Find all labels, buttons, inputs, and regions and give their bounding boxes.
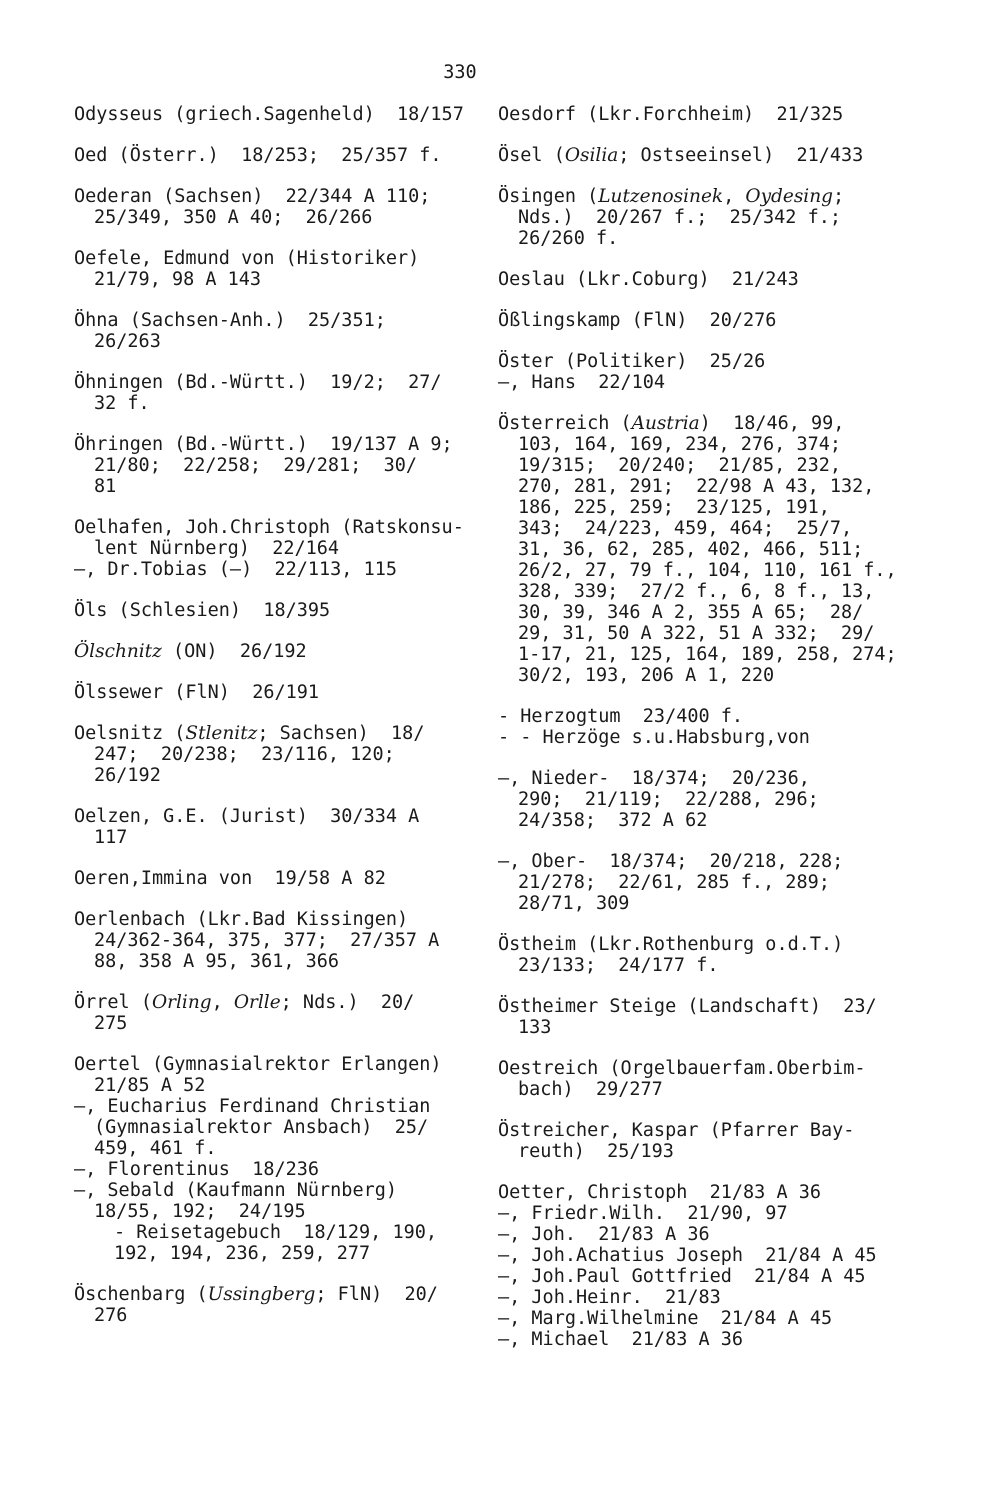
index-line: 21/80; 22/258; 29/281; 30/ bbox=[94, 455, 418, 476]
index-line: 133 bbox=[518, 1017, 552, 1038]
index-line: 24/362-364, 375, 377; 27/357 A bbox=[94, 930, 440, 951]
index-entry bbox=[74, 682, 494, 703]
index-entry bbox=[74, 145, 494, 166]
index-entry bbox=[498, 145, 878, 166]
entry-gap bbox=[74, 662, 494, 682]
index-line: —, Nieder- 18/374; 20/236, bbox=[498, 768, 810, 789]
index-entry bbox=[498, 996, 878, 1038]
entry-gap bbox=[74, 621, 494, 641]
entry-gap bbox=[74, 290, 494, 310]
index-line: 117 bbox=[94, 827, 128, 848]
index-line: - Reisetagebuch 18/129, 190, bbox=[114, 1222, 438, 1243]
page-number: 330 bbox=[443, 62, 477, 83]
index-line: Östheim (Lkr.Rothenburg o.d.T.) bbox=[498, 934, 844, 955]
index-entry bbox=[74, 868, 494, 889]
entry-gap bbox=[74, 889, 494, 909]
entry-gap bbox=[74, 972, 494, 992]
index-line: —, Joh. 21/83 A 36 bbox=[498, 1224, 710, 1245]
index-line: 30, 39, 346 A 2, 355 A 65; 28/ bbox=[518, 602, 864, 623]
index-line: Öschenbarg (Ussingberg; FlN) 20/ bbox=[74, 1284, 438, 1305]
entry-gap bbox=[74, 1264, 494, 1284]
index-line: bach) 29/277 bbox=[518, 1079, 663, 1100]
entry-gap bbox=[498, 1100, 878, 1120]
index-line: 192, 194, 236, 259, 277 bbox=[114, 1243, 371, 1264]
index-line: 247; 20/238; 23/116, 120; bbox=[94, 744, 395, 765]
entry-gap bbox=[498, 1038, 878, 1058]
entry-gap bbox=[498, 393, 878, 413]
index-line: 275 bbox=[94, 1013, 128, 1034]
index-entry bbox=[498, 768, 878, 831]
index-entry bbox=[498, 934, 878, 976]
index-line: 1-17, 21, 125, 164, 189, 258, 274; bbox=[518, 644, 897, 665]
index-line: lent Nürnberg) 22/164 bbox=[94, 538, 340, 559]
entry-gap bbox=[498, 249, 878, 269]
entry-gap bbox=[498, 914, 878, 934]
index-entry bbox=[498, 1182, 878, 1350]
index-line: 21/79, 98 A 143 bbox=[94, 269, 262, 290]
index-entry bbox=[74, 1284, 494, 1326]
index-line: Öhna (Sachsen-Anh.) 25/351; bbox=[74, 310, 386, 331]
index-line: 276 bbox=[94, 1305, 128, 1326]
entry-gap bbox=[498, 831, 878, 851]
index-line: 21/278; 22/61, 285 f., 289; bbox=[518, 872, 830, 893]
index-entry bbox=[74, 992, 494, 1034]
index-line: Oefele, Edmund von (Historiker) bbox=[74, 248, 420, 269]
index-line: Öls (Schlesien) 18/395 bbox=[74, 600, 331, 621]
index-line: Oesdorf (Lkr.Forchheim) 21/325 bbox=[498, 104, 844, 125]
index-entry bbox=[74, 641, 494, 662]
index-line: Ölssewer (FlN) 26/191 bbox=[74, 682, 320, 703]
index-line: 25/349, 350 A 40; 26/266 bbox=[94, 207, 373, 228]
index-entry bbox=[74, 248, 494, 290]
index-line: Östheimer Steige (Landschaft) 23/ bbox=[498, 996, 877, 1017]
index-line: Örrel (Orling, Orlle; Nds.) 20/ bbox=[74, 992, 415, 1013]
index-line: —, Marg.Wilhelmine 21/84 A 45 bbox=[498, 1308, 833, 1329]
index-entry bbox=[498, 269, 878, 290]
index-line: Österreich (Austria) 18/46, 99, bbox=[498, 413, 845, 434]
index-entry bbox=[74, 723, 494, 786]
entry-gap bbox=[498, 686, 878, 706]
index-line: 290; 21/119; 22/288, 296; bbox=[518, 789, 819, 810]
entry-gap bbox=[498, 166, 878, 186]
index-line: 88, 358 A 95, 361, 366 bbox=[94, 951, 340, 972]
index-line: 18/55, 192; 24/195 bbox=[94, 1201, 306, 1222]
entry-gap bbox=[74, 786, 494, 806]
index-line: —, Dr.Tobias (—) 22/113, 115 bbox=[74, 559, 398, 580]
index-line: Oestreich (Orgelbauerfam.Oberbim- bbox=[498, 1058, 866, 1079]
index-line: Odysseus (griech.Sagenheld) 18/157 bbox=[74, 104, 464, 125]
index-line: Öster (Politiker) 25/26 bbox=[498, 351, 766, 372]
index-line: Oerlenbach (Lkr.Bad Kissingen) bbox=[74, 909, 409, 930]
index-line: Oetter, Christoph 21/83 A 36 bbox=[498, 1182, 822, 1203]
entry-gap bbox=[74, 848, 494, 868]
index-entry bbox=[74, 517, 494, 580]
index-line: 270, 281, 291; 22/98 A 43, 132, bbox=[518, 476, 875, 497]
index-entry bbox=[74, 372, 494, 414]
entry-gap bbox=[74, 166, 494, 186]
index-entry bbox=[498, 413, 897, 686]
entry-gap bbox=[74, 1034, 494, 1054]
index-line: —, Hans 22/104 bbox=[498, 372, 666, 393]
index-entry bbox=[498, 1120, 878, 1162]
index-line: —, Sebald (Kaufmann Nürnberg) bbox=[74, 1180, 398, 1201]
index-entry bbox=[498, 706, 878, 748]
index-entry bbox=[498, 851, 878, 914]
index-line: 26/260 f. bbox=[518, 228, 619, 249]
index-entry bbox=[498, 1058, 878, 1100]
index-column-right bbox=[498, 104, 897, 1350]
index-entry bbox=[74, 434, 494, 497]
index-line: —, Friedr.Wilh. 21/90, 97 bbox=[498, 1203, 788, 1224]
index-line: Oeslau (Lkr.Coburg) 21/243 bbox=[498, 269, 799, 290]
index-entry bbox=[498, 351, 878, 393]
index-line: 29, 31, 50 A 322, 51 A 332; 29/ bbox=[518, 623, 875, 644]
index-line: Ösingen (Lutzenosinek, Oydesing; bbox=[498, 186, 845, 207]
index-line: Ösel (Osilia; Ostseeinsel) 21/433 bbox=[498, 145, 864, 166]
index-line: Oelzen, G.E. (Jurist) 30/334 A bbox=[74, 806, 420, 827]
index-entry bbox=[74, 600, 494, 621]
entry-gap bbox=[498, 1162, 878, 1182]
entry-gap bbox=[74, 703, 494, 723]
index-line: 26/263 bbox=[94, 331, 161, 352]
index-line: 343; 24/223, 459, 464; 25/7, bbox=[518, 518, 853, 539]
entry-gap bbox=[74, 228, 494, 248]
index-line: —, Ober- 18/374; 20/218, 228; bbox=[498, 851, 844, 872]
entry-gap bbox=[498, 290, 878, 310]
index-line: Ößlingskamp (FlN) 20/276 bbox=[498, 310, 777, 331]
index-line: Öhningen (Bd.-Württ.) 19/2; 27/ bbox=[74, 372, 442, 393]
index-entry bbox=[74, 1054, 494, 1264]
index-line: —, Eucharius Ferdinand Christian bbox=[74, 1096, 431, 1117]
entry-gap bbox=[498, 748, 878, 768]
index-entry bbox=[498, 186, 878, 249]
index-entry bbox=[74, 186, 494, 228]
index-entry bbox=[498, 104, 878, 125]
index-line: Oed (Österr.) 18/253; 25/357 f. bbox=[74, 145, 442, 166]
index-entry bbox=[74, 104, 494, 125]
index-line: 21/85 A 52 bbox=[94, 1075, 206, 1096]
index-line: —, Florentinus 18/236 bbox=[74, 1159, 320, 1180]
index-entry bbox=[74, 806, 494, 848]
index-line: (Gymnasialrektor Ansbach) 25/ bbox=[94, 1117, 429, 1138]
entry-gap bbox=[498, 976, 878, 996]
index-line: - Herzogtum 23/400 f. bbox=[498, 706, 744, 727]
index-entry bbox=[498, 310, 878, 331]
index-column-left bbox=[74, 104, 494, 1326]
entry-gap bbox=[74, 580, 494, 600]
index-line: Ölschnitz (ON) 26/192 bbox=[74, 641, 307, 662]
index-line: Oertel (Gymnasialrektor Erlangen) bbox=[74, 1054, 442, 1075]
index-line: Östreicher, Kaspar (Pfarrer Bay- bbox=[498, 1120, 855, 1141]
index-line: 24/358; 372 A 62 bbox=[518, 810, 708, 831]
index-line: 28/71, 309 bbox=[518, 893, 630, 914]
index-line: 26/2, 27, 79 f., 104, 110, 161 f., bbox=[518, 560, 897, 581]
index-line: 30/2, 193, 206 A 1, 220 bbox=[518, 665, 775, 686]
index-line: —, Joh.Paul Gottfried 21/84 A 45 bbox=[498, 1266, 866, 1287]
index-line: —, Michael 21/83 A 36 bbox=[498, 1329, 744, 1350]
entry-gap bbox=[74, 414, 494, 434]
entry-gap bbox=[74, 352, 494, 372]
index-line: 19/315; 20/240; 21/85, 232, bbox=[518, 455, 842, 476]
index-entry bbox=[74, 909, 494, 972]
index-line: 31, 36, 62, 285, 402, 466, 511; bbox=[518, 539, 864, 560]
index-line: Oeren,Immina von 19/58 A 82 bbox=[74, 868, 386, 889]
entry-gap bbox=[498, 331, 878, 351]
index-line: 26/192 bbox=[94, 765, 161, 786]
index-line: Oelsnitz (Stlenitz; Sachsen) 18/ bbox=[74, 723, 425, 744]
index-line: - - Herzöge s.u.Habsburg,von bbox=[498, 727, 810, 748]
index-line: —, Joh.Heinr. 21/83 bbox=[498, 1287, 721, 1308]
entry-gap bbox=[74, 125, 494, 145]
index-line: 459, 461 f. bbox=[94, 1138, 217, 1159]
entry-gap bbox=[74, 497, 494, 517]
index-entry bbox=[74, 310, 494, 352]
index-line: Oelhafen, Joh.Christoph (Ratskonsu- bbox=[74, 517, 464, 538]
index-line: 103, 164, 169, 234, 276, 374; bbox=[518, 434, 842, 455]
index-line: Oederan (Sachsen) 22/344 A 110; bbox=[74, 186, 431, 207]
index-line: 186, 225, 259; 23/125, 191, bbox=[518, 497, 830, 518]
index-line: Nds.) 20/267 f.; 25/342 f.; bbox=[518, 207, 842, 228]
index-line: Öhringen (Bd.-Württ.) 19/137 A 9; bbox=[74, 434, 453, 455]
index-line: —, Joh.Achatius Joseph 21/84 A 45 bbox=[498, 1245, 877, 1266]
index-line: 23/133; 24/177 f. bbox=[518, 955, 719, 976]
index-line: 81 bbox=[94, 476, 117, 497]
index-line: reuth) 25/193 bbox=[518, 1141, 674, 1162]
index-line: 32 f. bbox=[94, 393, 150, 414]
entry-gap bbox=[498, 125, 878, 145]
index-line: 328, 339; 27/2 f., 6, 8 f., 13, bbox=[518, 581, 875, 602]
